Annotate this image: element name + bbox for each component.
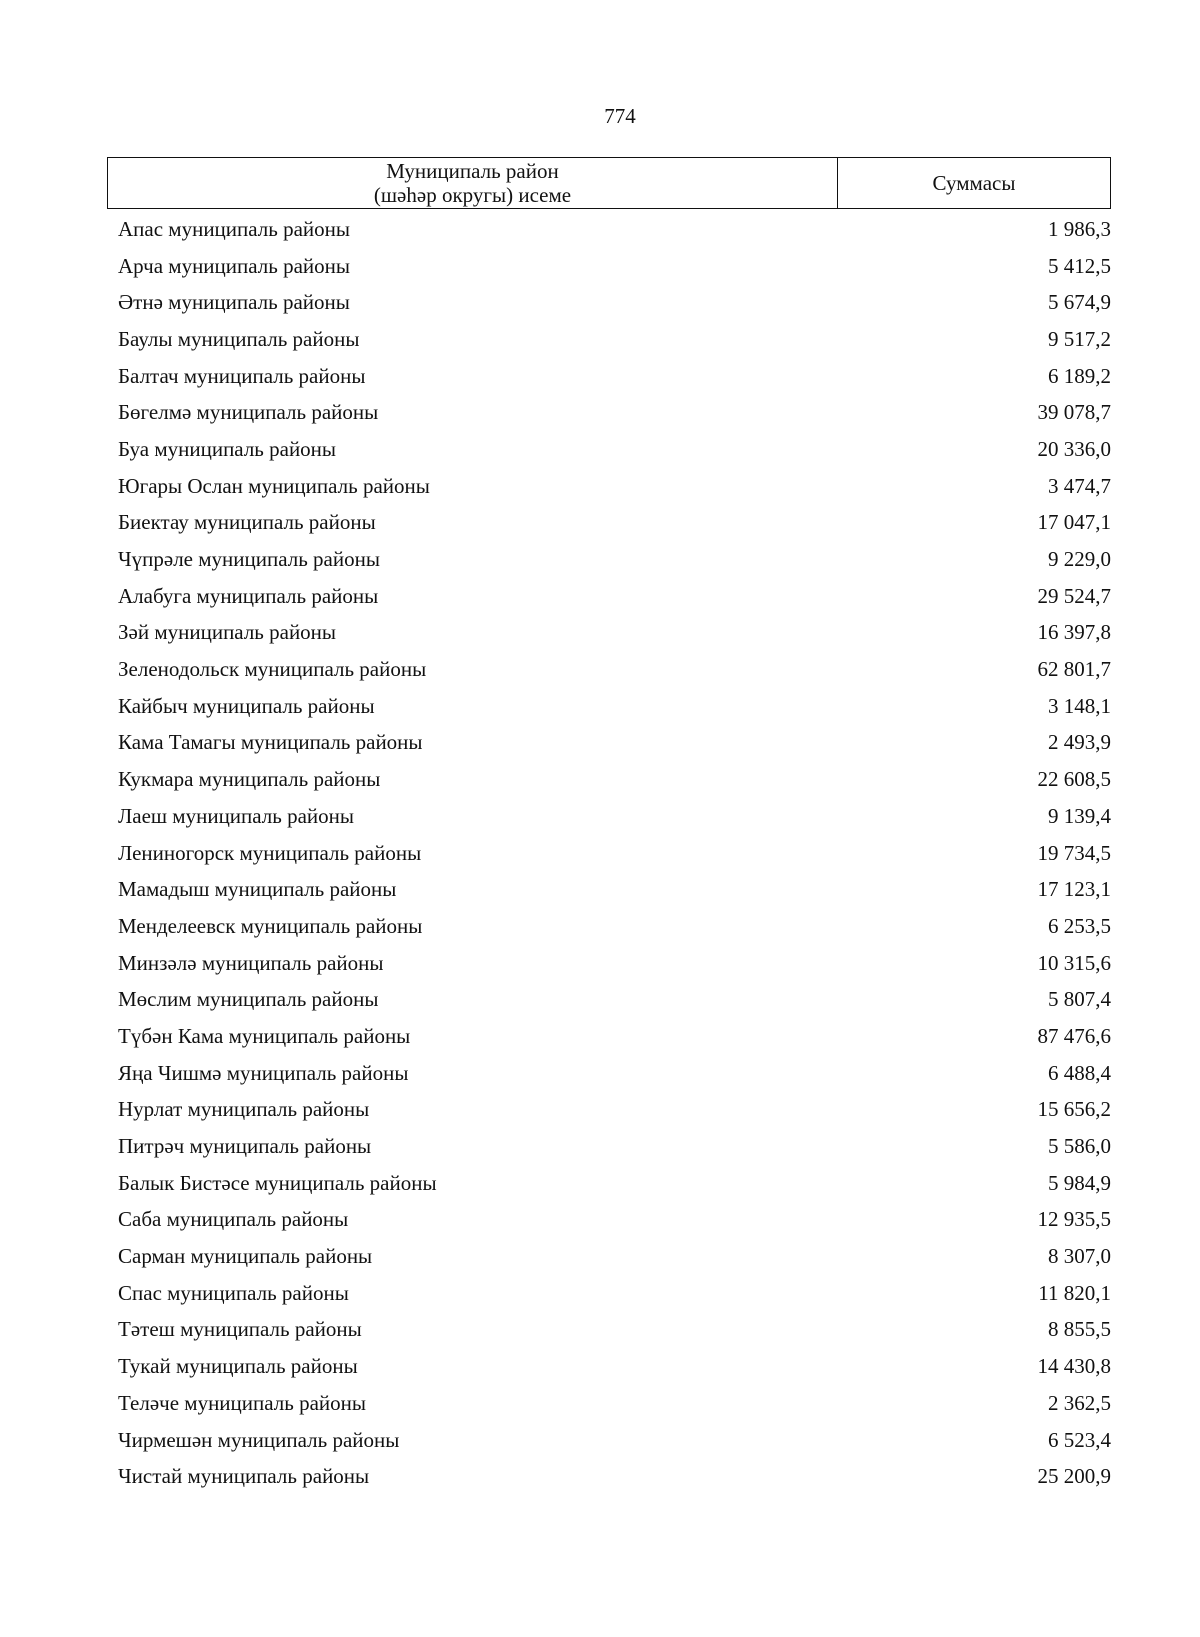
table-row — [107, 945, 1111, 982]
district-amount: 22 608,5 — [1037, 767, 1111, 792]
district-name: Биектау муниципаль районы — [118, 510, 376, 535]
table-header — [107, 157, 1111, 209]
district-amount: 1 986,3 — [1048, 216, 1111, 241]
district-name: Спас муниципаль районы — [118, 1280, 349, 1305]
district-amount: 39 078,7 — [1037, 400, 1111, 425]
district-name: Чирмешән муниципаль районы — [118, 1427, 400, 1452]
district-name: Апас муниципаль районы — [118, 216, 350, 241]
table-row — [107, 248, 1111, 285]
district-amount: 8 307,0 — [1048, 1244, 1111, 1269]
district-amount: 87 476,6 — [1037, 1023, 1111, 1048]
district-amount: 19 734,5 — [1037, 840, 1111, 865]
district-name: Теләче муниципаль районы — [118, 1390, 366, 1415]
district-amount: 3 474,7 — [1048, 473, 1111, 498]
district-name: Чистай муниципаль районы — [118, 1464, 370, 1489]
table-row — [107, 835, 1111, 872]
district-amount: 9 517,2 — [1048, 326, 1111, 351]
table-row — [107, 1018, 1111, 1055]
district-amount: 6 488,4 — [1048, 1060, 1111, 1085]
district-name: Югары Ослан муниципаль районы — [118, 473, 430, 498]
district-name: Зәй муниципаль районы — [118, 620, 337, 645]
district-name: Яңа Чишмә муниципаль районы — [118, 1060, 409, 1085]
header-name-cell — [108, 158, 838, 208]
table-row — [107, 1055, 1111, 1092]
district-name: Кукмара муниципаль районы — [118, 767, 381, 792]
district-amount: 62 801,7 — [1037, 657, 1111, 682]
table-row — [107, 1385, 1111, 1422]
district-amount: 2 362,5 — [1048, 1390, 1111, 1415]
table-row — [107, 431, 1111, 468]
table-row — [107, 284, 1111, 321]
table-row — [107, 761, 1111, 798]
table-row — [107, 1422, 1111, 1459]
table-row — [107, 468, 1111, 505]
district-amount: 5 674,9 — [1048, 290, 1111, 315]
table-row — [107, 505, 1111, 542]
table-row — [107, 1202, 1111, 1239]
table-row — [107, 1128, 1111, 1165]
table-row — [107, 651, 1111, 688]
page-number: 774 — [604, 104, 636, 128]
table-row — [107, 321, 1111, 358]
district-name: Мамадыш муниципаль районы — [118, 877, 397, 902]
district-amount: 29 524,7 — [1037, 583, 1111, 608]
district-amount: 9 139,4 — [1048, 803, 1111, 828]
table-row — [107, 798, 1111, 835]
table-row — [107, 1092, 1111, 1129]
district-name: Балтач муниципаль районы — [118, 363, 366, 388]
district-name: Арча муниципаль районы — [118, 253, 350, 278]
district-name: Балык Бистәсе муниципаль районы — [118, 1170, 437, 1195]
table-row — [107, 578, 1111, 615]
district-name: Тукай муниципаль районы — [118, 1354, 358, 1379]
district-amount: 5 586,0 — [1048, 1134, 1111, 1159]
district-amount: 6 523,4 — [1048, 1427, 1111, 1452]
table-row — [107, 211, 1111, 248]
table-row — [107, 358, 1111, 395]
table-row — [107, 1312, 1111, 1349]
district-name: Минзәлә муниципаль районы — [118, 950, 384, 975]
district-amount: 12 935,5 — [1037, 1207, 1111, 1232]
table-row — [107, 615, 1111, 652]
district-amount: 17 047,1 — [1037, 510, 1111, 535]
district-amount: 17 123,1 — [1037, 877, 1111, 902]
district-name: Алабуга муниципаль районы — [118, 583, 379, 608]
district-name: Түбән Кама муниципаль районы — [118, 1023, 411, 1048]
district-name: Сарман муниципаль районы — [118, 1244, 373, 1269]
table-row — [107, 981, 1111, 1018]
district-amount: 11 820,1 — [1038, 1280, 1111, 1305]
district-name: Зеленодольск муниципаль районы — [118, 657, 427, 682]
table-row — [107, 908, 1111, 945]
district-amount: 5 412,5 — [1048, 253, 1111, 278]
district-amount: 25 200,9 — [1037, 1464, 1111, 1489]
district-name: Лаеш муниципаль районы — [118, 803, 355, 828]
header-name-line1: Муниципаль район — [386, 159, 559, 183]
header-amount-cell: Суммасы — [932, 170, 1016, 195]
district-name: Бөгелмә муниципаль районы — [118, 400, 379, 425]
district-amount: 6 253,5 — [1048, 913, 1111, 938]
district-amount: 3 148,1 — [1048, 693, 1111, 718]
district-amount: 6 189,2 — [1048, 363, 1111, 388]
district-amount: 14 430,8 — [1037, 1354, 1111, 1379]
district-amount: 2 493,9 — [1048, 730, 1111, 755]
district-name: Тәтеш муниципаль районы — [118, 1317, 362, 1342]
district-amount: 5 984,9 — [1048, 1170, 1111, 1195]
table-row — [107, 541, 1111, 578]
district-amount: 10 315,6 — [1037, 950, 1111, 975]
district-name: Баулы муниципаль районы — [118, 326, 360, 351]
district-name: Әтнә муниципаль районы — [118, 290, 350, 315]
district-name: Лениногорск муниципаль районы — [118, 840, 422, 865]
table-row — [107, 688, 1111, 725]
district-amount: 16 397,8 — [1037, 620, 1111, 645]
table-row — [107, 1348, 1111, 1385]
district-name: Питрәч муниципаль районы — [118, 1134, 372, 1159]
district-amount: 15 656,2 — [1037, 1097, 1111, 1122]
table-row — [107, 1275, 1111, 1312]
district-name: Саба муниципаль районы — [118, 1207, 349, 1232]
district-name: Менделеевск муниципаль районы — [118, 913, 423, 938]
district-name: Чүпрәле муниципаль районы — [118, 547, 380, 572]
district-name: Кайбыч муниципаль районы — [118, 693, 375, 718]
district-name: Нурлат муниципаль районы — [118, 1097, 370, 1122]
table-row — [107, 871, 1111, 908]
district-name: Мөслим муниципаль районы — [118, 987, 379, 1012]
district-amount: 9 229,0 — [1048, 547, 1111, 572]
table-row — [107, 394, 1111, 431]
district-amount: 8 855,5 — [1048, 1317, 1111, 1342]
table-row — [107, 1165, 1111, 1202]
table-body — [107, 211, 1111, 1495]
district-amount: 20 336,0 — [1037, 436, 1111, 461]
header-name-line2: (шәһәр округы) исеме — [373, 183, 572, 207]
table-row — [107, 1238, 1111, 1275]
district-name: Буа муниципаль районы — [118, 436, 337, 461]
district-amount: 5 807,4 — [1048, 987, 1111, 1012]
table-row — [107, 725, 1111, 762]
table-row — [107, 1458, 1111, 1495]
district-name: Кама Тамагы муниципаль районы — [118, 730, 423, 755]
